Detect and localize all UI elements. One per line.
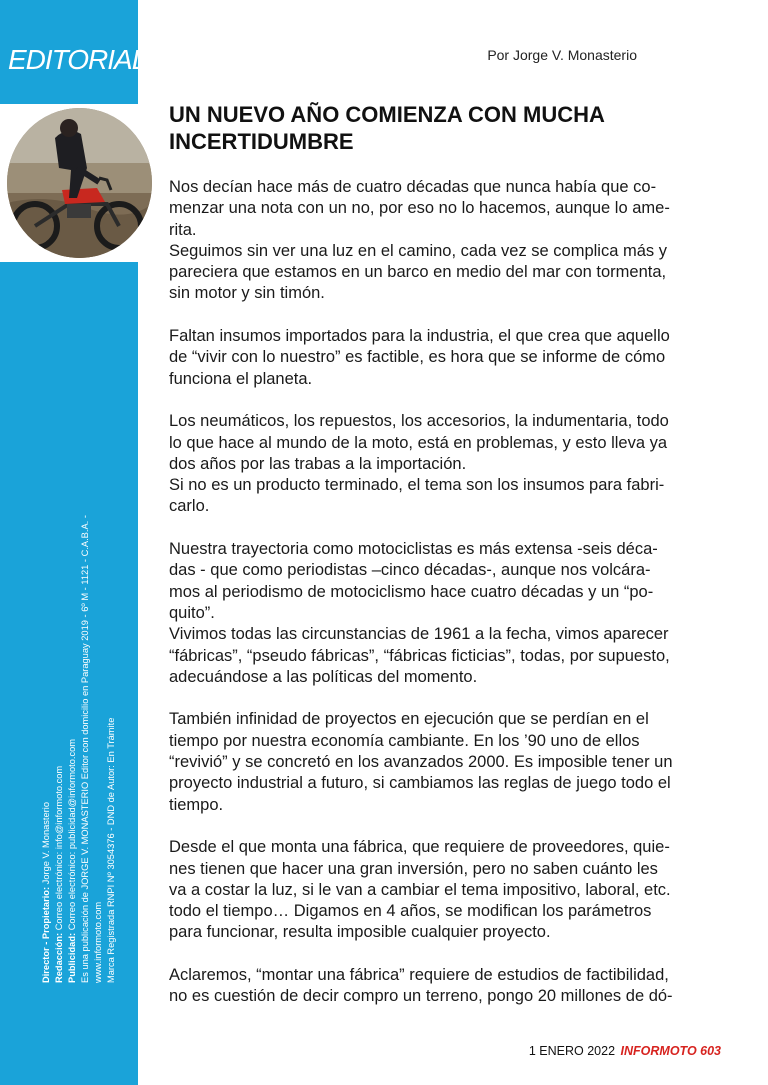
article-paragraph <box>169 709 725 815</box>
credit-line: Director - Propietario: Jorge V. Monasterio <box>41 801 51 983</box>
masthead-credits <box>40 283 118 983</box>
credit-line: Es una publicación de JORGE V. MONASTERIO Editor con domicilio en Paraguay 2019 - 6º M - 1121 - C.A.B.A. - <box>80 515 90 983</box>
sidebar <box>0 0 147 1085</box>
issue-date: 1 ENERO 2022 <box>528 1044 616 1058</box>
article-line: Aclaremos, “montar una fábrica” requiere de estudios de factibilidad, <box>169 965 669 984</box>
headline <box>169 101 729 155</box>
author-photo <box>7 108 152 258</box>
article-line: menzar una nota con un no, por eso no lo hacemos, aunque lo ame- <box>169 199 670 218</box>
article-line: dos años por las trabas a la importación. <box>169 454 467 473</box>
article-line: Si no es un producto terminado, el tema son los insumos para fabri- <box>169 476 665 495</box>
article-line: rita. <box>169 220 197 239</box>
article-line: sin motor y sin timón. <box>169 284 325 303</box>
article-paragraph <box>169 837 725 943</box>
article-line: Los neumáticos, los repuestos, los accesorios, la indumentaria, todo <box>169 412 669 431</box>
page-footer <box>529 1044 721 1058</box>
article-line: mos al periodismo de motociclismo hace cuatro décadas y un “po- <box>169 582 654 601</box>
article-line: Nos decían hace más de cuatro décadas que nunca había que co- <box>169 178 657 196</box>
article-line: funciona el planeta. <box>169 369 313 388</box>
article-line: para funcionar, resulta imposible cualquier proyecto. <box>169 923 551 942</box>
article-line: Nuestra trayectoria como motociclistas es más extensa -seis déca- <box>169 540 658 559</box>
publication-brand: INFORMOTO 603 <box>620 1044 721 1058</box>
article-line: adecuándose a las políticas del momento. <box>169 667 478 686</box>
article-line: nes tienen que hacer una gran inversión, pero no saben cuánto les <box>169 859 658 878</box>
article-body <box>169 177 725 1008</box>
article-line: lo que hace al mundo de la moto, está en problemas, y esto lleva ya <box>169 433 668 452</box>
credit-line: Redacción: Correo electrónico: info@informoto.com <box>54 765 64 983</box>
headline-line: UN NUEVO AÑO COMIENZA CON MUCHA <box>169 102 605 127</box>
article-line: Faltan insumos importados para la industria, el que crea que aquello <box>169 327 670 346</box>
headline-line: INCERTIDUMBRE <box>169 129 354 154</box>
article-line: todo el tiempo… Digamos en 4 años, se modifican los parámetros <box>169 902 652 921</box>
article-line: va a costar la luz, si le van a cambiar el tema impositivo, laboral, etc. <box>169 880 671 899</box>
article-line: Vivimos todas las circunstancias de 1961 a la fecha, vimos aparecer <box>169 625 669 644</box>
article-line: quito”. <box>169 603 215 622</box>
article-line: tiempo por nuestra economía cambiante. En los ’90 uno de ellos <box>169 731 640 750</box>
credit-line: Publicidad: Correo electrónico: publicidad@informoto.com <box>67 738 77 983</box>
motorcycle-photo-illustration <box>7 108 152 258</box>
section-label: EDITORIAL <box>8 44 147 75</box>
article-line: proyecto industrial a futuro, si cambiamos las reglas de juego todo el <box>169 774 671 793</box>
article-paragraph <box>169 965 725 1008</box>
article-line: tiempo. <box>169 795 224 814</box>
article-paragraph <box>169 177 725 305</box>
credit-line: www.informoto.com <box>93 901 103 983</box>
article-paragraph <box>169 539 725 688</box>
article-line: Seguimos sin ver una luz en el camino, cada vez se complica más y <box>169 241 667 260</box>
byline: Por Jorge V. Monasterio <box>487 47 637 63</box>
article-line: pareciera que estamos en un barco en medio del mar con tormenta, <box>169 263 667 282</box>
article-line: “revivió” y se concretó en los avanzados 2000. Es imposible tener un <box>169 753 673 772</box>
article-line: “fábricas”, “pseudo fábricas”, “fábricas ficticias”, todas, por supuesto, <box>169 646 670 665</box>
credit-line: Marca Registrada RNPI Nº 3054376 - DND de Autor: En Trámite <box>106 717 116 983</box>
article-line: También infinidad de proyectos en ejecución que se perdían en el <box>169 710 649 729</box>
article-line: carlo. <box>169 497 210 516</box>
article-line: de “vivir con lo nuestro” es factible, es hora que se informe de cómo <box>169 348 666 367</box>
article-paragraph <box>169 411 725 517</box>
article-line: das - que como periodistas –cinco décadas-, aunque nos volcára- <box>169 561 651 580</box>
article-paragraph <box>169 326 725 390</box>
article-line: Desde el que monta una fábrica, que requiere de proveedores, quie- <box>169 838 670 857</box>
article-line: no es cuestión de decir compro un terreno, pongo 20 millones de dó- <box>169 987 673 1006</box>
